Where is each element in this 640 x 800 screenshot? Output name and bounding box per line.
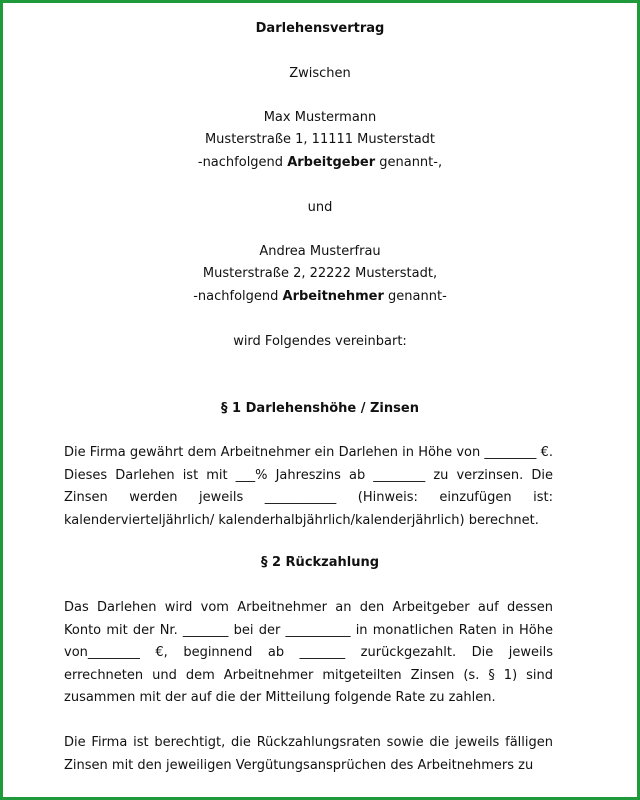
between-label: Zwischen xyxy=(289,66,351,81)
employee-address: Musterstraße 2, 22222 Musterstadt, xyxy=(202,266,438,281)
section-2-body-continued xyxy=(64,732,553,777)
employee-name: Andrea Musterfrau xyxy=(259,244,381,259)
section-2-paragraph-1: Das Darlehen wird vom Arbeitnehmer an den Arbeitgeber auf dessen Konto mit der Nr. _______ bei der __________ in monatlichen Raten in Höhe von________ €, beginnend ab _______ zurückgezahlt. Die jeweils errechneten und dem Arbeitnehmer mitgeteilten Zinsen (s. § 1) sind zusammen mit der auf die der Mitteilung folgende Rate zu zahlen. xyxy=(64,600,553,705)
employee-role xyxy=(3,289,637,304)
agreement-line: wird Folgendes vereinbart: xyxy=(233,334,407,349)
section-2-body xyxy=(64,597,553,710)
employee-role-suffix: genannt- xyxy=(383,289,447,304)
section-2-heading: § 2 Rückzahlung xyxy=(260,555,380,570)
section-1-heading: § 1 Darlehenshöhe / Zinsen xyxy=(221,401,419,416)
employee-role-prefix: -nachfolgend xyxy=(193,289,283,304)
section-1-body xyxy=(64,442,553,532)
and-label: und xyxy=(307,200,333,215)
employer-role-word: Arbeitgeber xyxy=(287,155,376,170)
employer-role xyxy=(3,155,637,170)
section-1-paragraph-1: Die Firma gewährt dem Arbeitnehmer ein Darlehen in Höhe von ________ €. Dieses Darlehen ist mit ___% Jahreszins ab ________ zu verzinsen. Die Zinsen werden jeweils ___________ (Hinweis: einzufügen ist: kalendervierteljährlich/ kalenderhalbjährlich/kalenderjährlich) berechnet. xyxy=(64,445,553,528)
employee-role-word: Arbeitnehmer xyxy=(282,289,384,304)
section-2-paragraph-2: Die Firma ist berechtigt, die Rückzahlungsraten sowie die jeweils fälligen Zinsen mit den jeweiligen Vergütungsansprüchen des Arbeitnehmers zu xyxy=(64,735,553,773)
employer-address: Musterstraße 1, 11111 Musterstadt xyxy=(204,132,436,147)
employer-role-suffix: genannt-, xyxy=(375,155,443,170)
employer-name: Max Mustermann xyxy=(263,110,377,125)
document-title: Darlehensvertrag xyxy=(255,21,385,36)
employer-role-prefix: -nachfolgend xyxy=(197,155,288,170)
